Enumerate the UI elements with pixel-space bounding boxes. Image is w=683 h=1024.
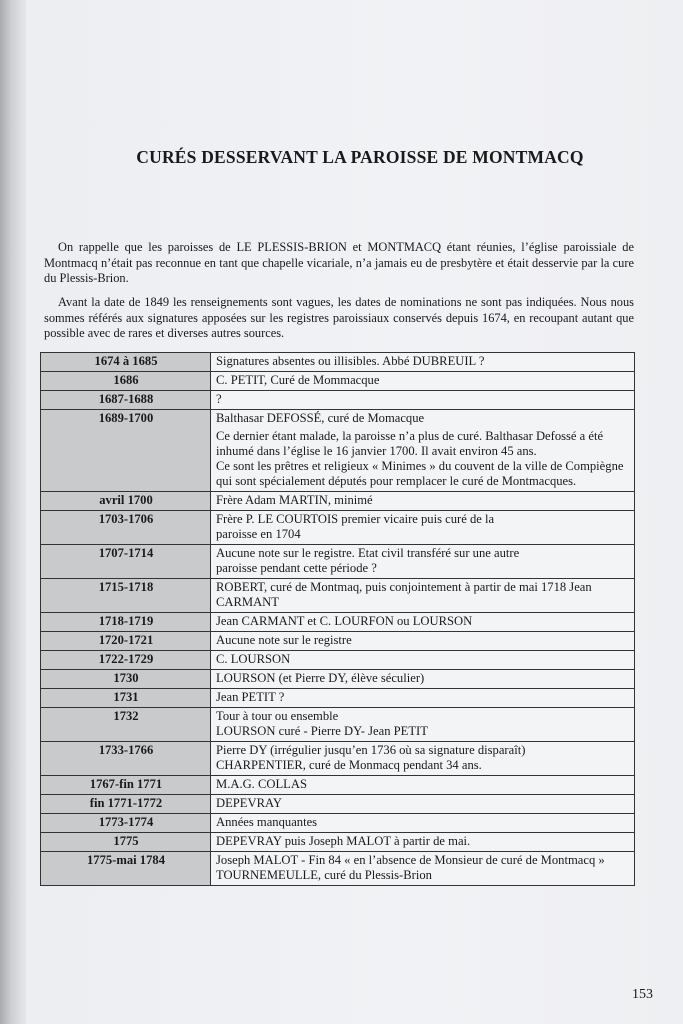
table-row: [41, 852, 635, 886]
description-line: ROBERT, curé de Montmaq, puis conjointement à partir de mai 1718 Jean CARMANT: [216, 580, 592, 609]
row-date-cell: 1773-1774: [41, 814, 211, 833]
description-line: Frère P. LE COURTOIS premier vicaire puis curé de la: [216, 512, 495, 526]
row-description-cell: [211, 372, 635, 391]
table-row: [41, 492, 635, 511]
description-line: Joseph MALOT - Fin 84 « en l’absence de Monsieur de curé de Montmacq » TOURNEMEULLE, curé du Plessis-Brion: [216, 853, 605, 882]
book-spine-shadow: [0, 0, 26, 1024]
description-line: Pierre DY (irrégulier jusqu’en 1736 où sa signature disparaît): [216, 743, 526, 757]
table-row: [41, 689, 635, 708]
row-date-cell: 1718-1719: [41, 613, 211, 632]
description-line: CHARPENTIER, curé de Monmacq pendant 34 ans.: [216, 758, 482, 772]
cures-table: [40, 352, 635, 886]
table-row: [41, 742, 635, 776]
row-description-cell: [211, 708, 635, 742]
table-row: [41, 814, 635, 833]
row-description-cell: [211, 776, 635, 795]
row-description-cell: [211, 511, 635, 545]
table-row: [41, 776, 635, 795]
description-line: Balthasar DEFOSSÉ, curé de Momacque: [216, 411, 425, 425]
description-line: C. LOURSON: [216, 652, 291, 666]
table-row: [41, 391, 635, 410]
description-line: LOURSON (et Pierre DY, élève séculier): [216, 671, 425, 685]
page-title: CURÉS DESSERVANT LA PAROISSE DE MONTMACQ: [136, 147, 584, 167]
row-description-cell: [211, 814, 635, 833]
row-date-cell: 1720-1721: [41, 632, 211, 651]
row-description-cell: [211, 651, 635, 670]
row-description-cell: [211, 670, 635, 689]
cures-table-body: [41, 353, 635, 886]
description-line: Aucune note sur le registre: [216, 633, 352, 647]
description-line: paroisse en 1704: [216, 527, 301, 541]
description-line: Jean CARMANT et C. LOURFON ou LOURSON: [216, 614, 473, 628]
description-line: Jean PETIT ?: [216, 690, 285, 704]
row-description-cell: [211, 689, 635, 708]
row-date-cell: 1767-fin 1771: [41, 776, 211, 795]
intro-paragraph-1: On rappelle que les paroisses de LE PLESSIS-BRION et MONTMACQ étant réunies, l’église paroissiale de Montmacq n’était pas reconnue en tant que chapelle vicariale, n’a jamais eu de presbytère et était desservie par la cure du Plessis-Brion.: [44, 240, 634, 286]
table-row: [41, 833, 635, 852]
row-description-cell: [211, 852, 635, 886]
row-date-cell: 1733-1766: [41, 742, 211, 776]
row-date-cell: 1687-1688: [41, 391, 211, 410]
intro-paragraph-2: Avant la date de 1849 les renseignements sont vagues, les dates de nominations ne sont pas indiquées. Nous nous sommes référés aux signatures apposées sur les registres paroissiaux conservés depuis 1674, en recoupant autant que possible avec de rares et diverses autres sources.: [44, 295, 634, 341]
description-line: Signatures absentes ou illisibles. Abbé DUBREUIL ?: [216, 354, 485, 368]
row-date-cell: 1775: [41, 833, 211, 852]
row-date-cell: 1732: [41, 708, 211, 742]
row-date-cell: 1686: [41, 372, 211, 391]
description-line: paroisse pendant cette période ?: [216, 561, 377, 575]
row-description-cell: [211, 492, 635, 511]
row-date-cell: 1674 à 1685: [41, 353, 211, 372]
row-description-cell: [211, 613, 635, 632]
description-line: Aucune note sur le registre. Etat civil transféré sur une autre: [216, 546, 520, 560]
table-row: [41, 410, 635, 492]
row-date-cell: 1689-1700: [41, 410, 211, 492]
description-line: LOURSON curé - Pierre DY- Jean PETIT: [216, 724, 428, 738]
table-row: [41, 579, 635, 613]
row-date-cell: 1703-1706: [41, 511, 211, 545]
row-description-cell: [211, 742, 635, 776]
table-row: [41, 795, 635, 814]
row-date-cell: 1775-mai 1784: [41, 852, 211, 886]
table-row: [41, 511, 635, 545]
table-row: [41, 708, 635, 742]
description-line: DEPEVRAY: [216, 796, 283, 810]
row-description-cell: [211, 410, 635, 492]
row-description-cell: [211, 353, 635, 372]
table-row: [41, 613, 635, 632]
description-line: DEPEVRAY puis Joseph MALOT à partir de mai.: [216, 834, 471, 848]
row-description-cell: [211, 391, 635, 410]
description-line: ?: [216, 392, 222, 406]
description-line: C. PETIT, Curé de Mommacque: [216, 373, 380, 387]
row-date-cell: fin 1771-1772: [41, 795, 211, 814]
row-date-cell: 1731: [41, 689, 211, 708]
row-date-cell: avril 1700: [41, 492, 211, 511]
description-line: Frère Adam MARTIN, minimé: [216, 493, 373, 507]
table-row: [41, 353, 635, 372]
table-row: [41, 632, 635, 651]
description-line: M.A.G. COLLAS: [216, 777, 307, 791]
description-line: Années manquantes: [216, 815, 318, 829]
row-date-cell: 1730: [41, 670, 211, 689]
description-line: Tour à tour ou ensemble: [216, 709, 339, 723]
table-row: [41, 670, 635, 689]
description-line: Ce sont les prêtres et religieux « Minimes » du couvent de la ville de Compiègne qui sont spécialement députés pour remplacer le curé de Montmacques.: [216, 459, 624, 488]
page-number: 153: [632, 987, 653, 1002]
table-row: [41, 651, 635, 670]
row-date-cell: 1707-1714: [41, 545, 211, 579]
row-date-cell: 1715-1718: [41, 579, 211, 613]
table-row: [41, 545, 635, 579]
description-line: Ce dernier étant malade, la paroisse n’a plus de curé. Balthasar Defossé a été inhumé dans l’église le 16 janvier 1700. Il avait environ 45 ans.: [216, 429, 604, 458]
row-description-cell: [211, 545, 635, 579]
table-row: [41, 372, 635, 391]
row-description-cell: [211, 579, 635, 613]
row-date-cell: 1722-1729: [41, 651, 211, 670]
row-description-cell: [211, 833, 635, 852]
row-description-cell: [211, 795, 635, 814]
row-description-cell: [211, 632, 635, 651]
